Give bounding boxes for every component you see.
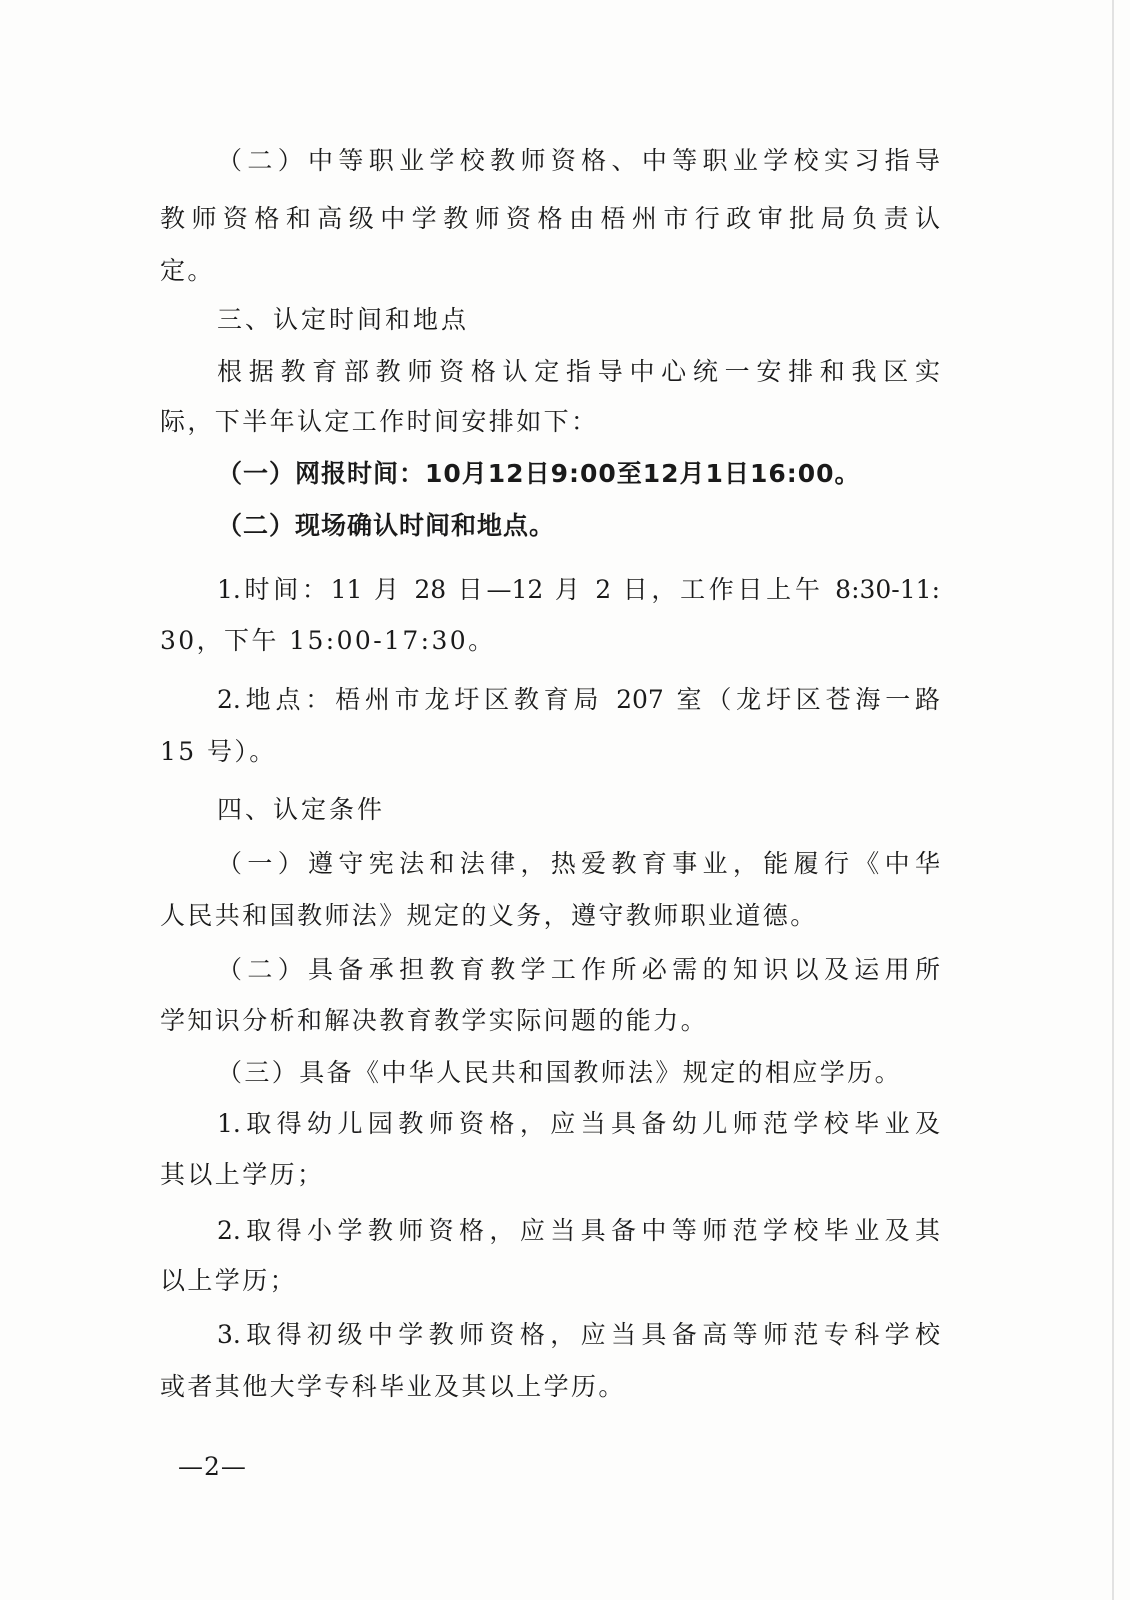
- paragraph-line: 1.取得幼儿园教师资格，应当具备幼儿师范学校毕业及: [217, 1109, 940, 1138]
- paragraph-line: 2.地点：梧州市龙圩区教育局 207 室（龙圩区苍海一路: [217, 685, 940, 714]
- paragraph-line: 定。: [160, 256, 215, 285]
- paragraph-line: （二）中等职业学校教师资格、中等职业学校实习指导: [217, 146, 940, 175]
- paragraph-line: 学知识分析和解决教育教学实际问题的能力。: [160, 1006, 709, 1035]
- subsection-heading: （二）现场确认时间和地点。: [217, 511, 556, 540]
- section-heading: 四、认定条件: [217, 795, 386, 824]
- paragraph-line: 人民共和国教师法》规定的义务，遵守教师职业道德。: [160, 901, 818, 930]
- paragraph-line: 3.取得初级中学教师资格，应当具备高等师范专科学校: [217, 1320, 940, 1349]
- paragraph-line: 根据教育部教师资格认定指导中心统一安排和我区实: [217, 357, 940, 386]
- paragraph-line: 1.时间：11 月 28 日—12 月 2 日，工作日上午 8:30-11:: [217, 575, 940, 604]
- section-heading: 三、认定时间和地点: [217, 305, 470, 334]
- paragraph-line: 以上学历；: [160, 1266, 298, 1295]
- scan-edge: [1112, 0, 1114, 1600]
- paragraph-line: 际，下半年认定工作时间安排如下：: [160, 407, 599, 436]
- subsection-heading: （一）网报时间：10月12日9:00至12月1日16:00。: [217, 459, 861, 488]
- page-number: —2—: [178, 1452, 247, 1481]
- paragraph-line: 2.取得小学教师资格，应当具备中等师范学校毕业及其: [217, 1216, 940, 1245]
- paragraph-line: 15 号）。: [160, 737, 277, 766]
- paragraph-line: 教师资格和高级中学教师资格由梧州市行政审批局负责认: [160, 204, 940, 233]
- paragraph-line: 其以上学历；: [160, 1160, 325, 1189]
- paragraph-line: （三）具备《中华人民共和国教师法》规定的相应学历。: [217, 1058, 903, 1087]
- paragraph-line: （一）遵守宪法和法律，热爱教育事业，能履行《中华: [217, 849, 940, 878]
- paragraph-line: （二）具备承担教育教学工作所必需的知识以及运用所: [217, 955, 940, 984]
- paragraph-line: 或者其他大学专科毕业及其以上学历。: [160, 1372, 626, 1401]
- paragraph-line: 30，下午 15:00-17:30。: [160, 626, 496, 655]
